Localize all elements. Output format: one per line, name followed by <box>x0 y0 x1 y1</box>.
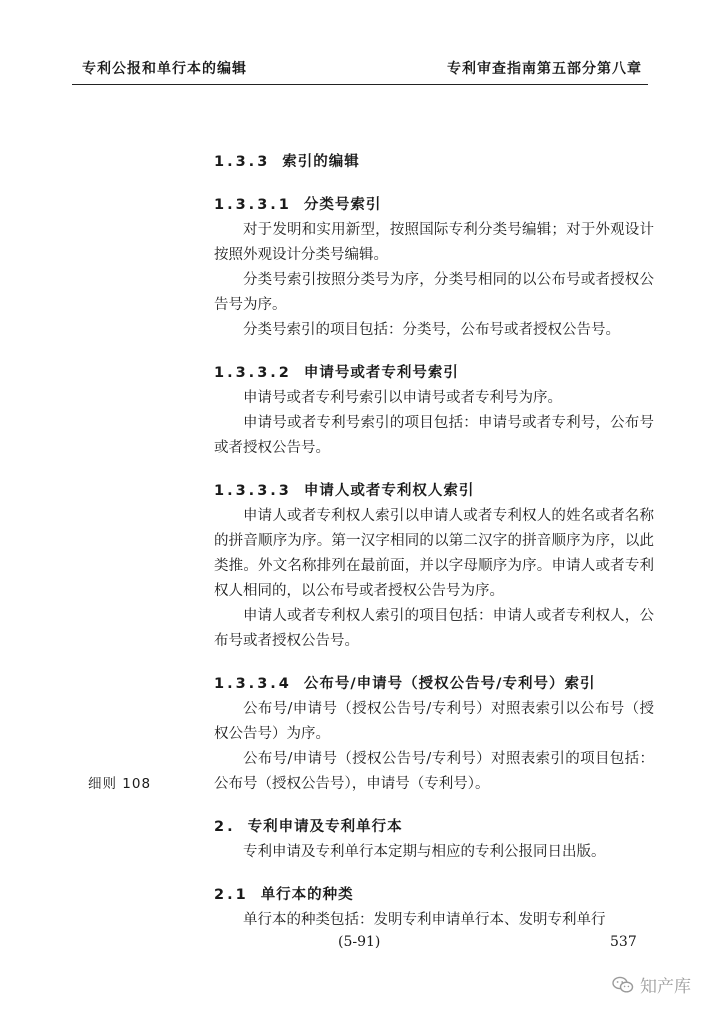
body-paragraph: 专利申请及专利单行本定期与相应的专利公报同日出版。 <box>243 844 606 860</box>
section-number: 1.3.3.1 <box>214 197 292 213</box>
section-title: 申请号或者专利号索引 <box>303 365 459 381</box>
section-title: 索引的编辑 <box>282 154 360 170</box>
section-number: 1.3.3.2 <box>214 365 292 381</box>
page-number: 537 <box>610 934 637 950</box>
body-paragraph: 申请人或者专利权人索引以申请人或者专利权人的姓名或者名称的拼音顺序为序。第一汉字相同的以第二汉字的拼音顺序为序，以此类推。外文名称排列在最前面，并以字母顺序为序。申请人或者专利权人相同的，以公布号或者授权公告号为序。 <box>214 508 654 599</box>
section-title: 分类号索引 <box>303 197 382 213</box>
body-paragraph: 申请号或者专利号索引以申请号或者专利号为序。 <box>243 390 562 406</box>
body-paragraph: 申请人或者专利权人索引的项目包括：申请人或者专利权人，公布号或者授权公告号。 <box>214 608 654 649</box>
section-heading <box>214 815 654 840</box>
section-number: 2. <box>214 819 236 835</box>
section-number: 2.1 <box>214 887 249 903</box>
body-paragraph: 对于发明和实用新型，按照国际专利分类号编辑；对于外观设计按照外观设计分类号编辑。 <box>214 222 654 263</box>
body-paragraph: 申请号或者专利号索引的项目包括：申请号或者专利号，公布号或者授权公告号。 <box>214 415 654 456</box>
header-rule <box>72 84 648 85</box>
section-title: 专利申请及专利单行本 <box>247 819 403 835</box>
section-heading <box>214 883 654 908</box>
body-paragraph: 分类号索引按照分类号为序，分类号相同的以公布号或者授权公告号为序。 <box>214 272 654 313</box>
section-heading <box>214 479 654 504</box>
section-heading <box>214 361 654 386</box>
watermark <box>612 972 691 997</box>
running-header-right: 专利审查指南第五部分第八章 <box>447 61 642 77</box>
section-heading <box>214 193 654 218</box>
section-title: 单行本的种类 <box>260 887 354 903</box>
body-paragraph: 单行本的种类包括：发明专利申请单行本、发明专利单行 <box>243 912 606 928</box>
page-body <box>214 140 654 933</box>
page-code: (5-91) <box>338 934 381 950</box>
side-note-rule-reference: 细则 108 <box>88 776 152 792</box>
section-number: 1.3.3 <box>214 154 271 170</box>
section-number: 1.3.3.3 <box>214 483 292 499</box>
wechat-icon <box>612 976 634 994</box>
section-heading <box>214 150 654 175</box>
section-heading <box>214 672 654 697</box>
running-header-left: 专利公报和单行本的编辑 <box>82 61 247 77</box>
watermark-text: 知产库 <box>640 977 691 997</box>
section-title: 申请人或者专利权人索引 <box>303 483 475 499</box>
body-paragraph: 公布号/申请号（授权公告号/专利号）对照表索引的项目包括：公布号（授权公告号），申请号（专利号）。 <box>214 751 654 792</box>
body-paragraph: 分类号索引的项目包括：分类号，公布号或者授权公告号。 <box>243 322 620 338</box>
section-title: 公布号/申请号（授权公告号/专利号）索引 <box>303 676 596 692</box>
body-paragraph: 公布号/申请号（授权公告号/专利号）对照表索引以公布号（授权公告号）为序。 <box>214 701 654 742</box>
section-number: 1.3.3.4 <box>214 676 292 692</box>
